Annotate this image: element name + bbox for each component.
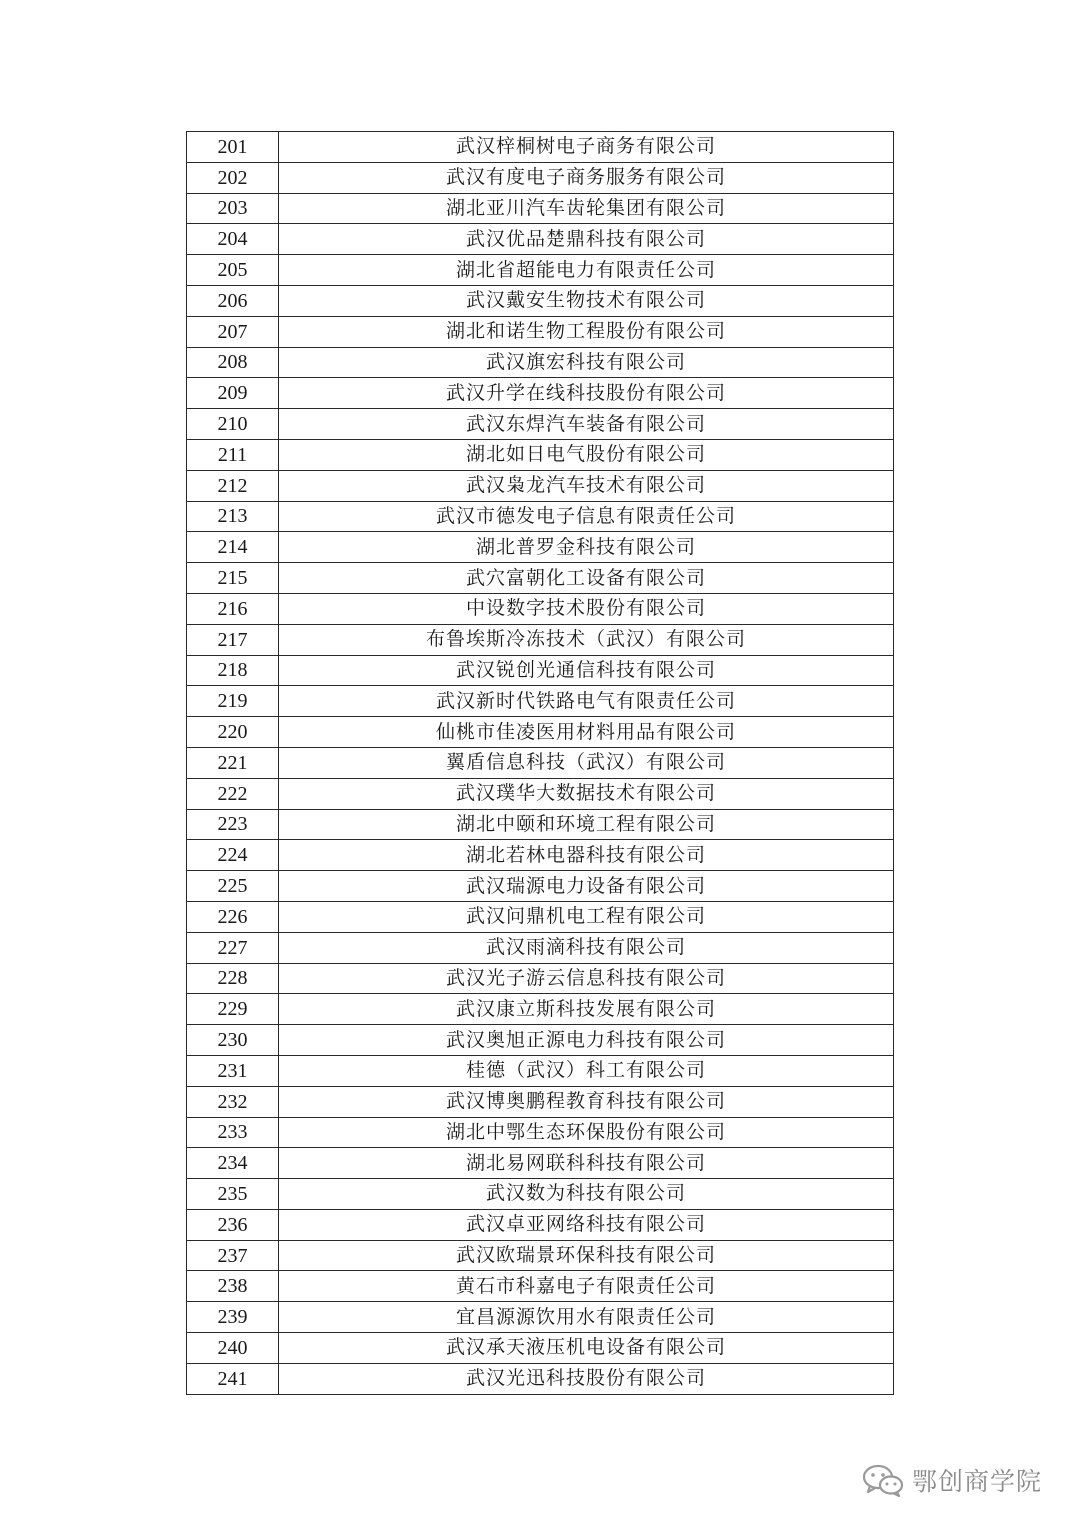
row-number: 217 [187,624,279,655]
company-name: 武汉雨滴科技有限公司 [279,932,894,963]
row-number: 209 [187,378,279,409]
company-name: 湖北如日电气股份有限公司 [279,439,894,470]
company-name: 武汉东焊汽车装备有限公司 [279,409,894,440]
row-number: 231 [187,1055,279,1086]
row-number: 240 [187,1333,279,1364]
row-number: 216 [187,593,279,624]
row-number: 237 [187,1240,279,1271]
table-row [187,963,894,994]
table-row [187,1271,894,1302]
table-row [187,378,894,409]
table-row [187,593,894,624]
company-name: 武汉新时代铁路电气有限责任公司 [279,686,894,717]
company-name: 湖北易网联科科技有限公司 [279,1148,894,1179]
row-number: 210 [187,409,279,440]
watermark-text: 鄂创商学院 [912,1467,1043,1496]
table-row [187,563,894,594]
table-row [187,717,894,748]
row-number: 208 [187,347,279,378]
row-number: 229 [187,994,279,1025]
company-name: 湖北若林电器科技有限公司 [279,840,894,871]
company-name: 武汉瑞源电力设备有限公司 [279,871,894,902]
row-number: 225 [187,871,279,902]
table-row [187,994,894,1025]
company-name: 武汉承天液压机电设备有限公司 [279,1333,894,1364]
table-row [187,686,894,717]
row-number: 230 [187,1025,279,1056]
company-name: 湖北中颐和环境工程有限公司 [279,809,894,840]
company-name: 武汉康立斯科技发展有限公司 [279,994,894,1025]
table-row [187,1086,894,1117]
table-row [187,409,894,440]
row-number: 224 [187,840,279,871]
company-name: 桂德（武汉）科工有限公司 [279,1055,894,1086]
row-number: 207 [187,316,279,347]
company-name: 翼盾信息科技（武汉）有限公司 [279,747,894,778]
row-number: 228 [187,963,279,994]
row-number: 215 [187,563,279,594]
row-number: 235 [187,1179,279,1210]
table-row [187,1148,894,1179]
company-name: 武汉有度电子商务服务有限公司 [279,162,894,193]
row-number: 213 [187,501,279,532]
table-row [187,1025,894,1056]
table-row [187,316,894,347]
table-row [187,470,894,501]
row-number: 233 [187,1117,279,1148]
company-name: 武汉卓亚网络科技有限公司 [279,1209,894,1240]
row-number: 211 [187,439,279,470]
company-name: 宜昌源源饮用水有限责任公司 [279,1302,894,1333]
company-name: 湖北普罗金科技有限公司 [279,532,894,563]
row-number: 222 [187,778,279,809]
table-row [187,1333,894,1364]
row-number: 203 [187,193,279,224]
company-name: 武汉数为科技有限公司 [279,1179,894,1210]
table-row [187,747,894,778]
company-name: 湖北和诺生物工程股份有限公司 [279,316,894,347]
row-number: 205 [187,255,279,286]
table-row [187,624,894,655]
row-number: 212 [187,470,279,501]
company-name: 武穴富朝化工设备有限公司 [279,563,894,594]
table-row [187,501,894,532]
table-row [187,1363,894,1394]
row-number: 221 [187,747,279,778]
row-number: 219 [187,686,279,717]
row-number: 202 [187,162,279,193]
company-name: 湖北中鄂生态环保股份有限公司 [279,1117,894,1148]
table-row [187,255,894,286]
row-number: 227 [187,932,279,963]
company-name: 武汉梓桐树电子商务有限公司 [279,132,894,163]
row-number: 220 [187,717,279,748]
row-number: 201 [187,132,279,163]
table-row [187,285,894,316]
row-number: 226 [187,901,279,932]
company-name: 武汉欧瑞景环保科技有限公司 [279,1240,894,1271]
company-name: 武汉市德发电子信息有限责任公司 [279,501,894,532]
company-name: 武汉问鼎机电工程有限公司 [279,901,894,932]
table-row [187,840,894,871]
table-row [187,778,894,809]
table-row [187,224,894,255]
company-list-body [187,132,894,1395]
row-number: 232 [187,1086,279,1117]
table-row [187,1055,894,1086]
row-number: 204 [187,224,279,255]
row-number: 234 [187,1148,279,1179]
company-name: 武汉奥旭正源电力科技有限公司 [279,1025,894,1056]
table-row [187,132,894,163]
company-name: 武汉光迅科技股份有限公司 [279,1363,894,1394]
company-name: 武汉璞华大数据技术有限公司 [279,778,894,809]
table-row [187,1240,894,1271]
table-row [187,1117,894,1148]
company-name: 武汉戴安生物技术有限公司 [279,285,894,316]
table-row [187,655,894,686]
company-name: 黄石市科嘉电子有限责任公司 [279,1271,894,1302]
company-list-table [186,131,894,1395]
row-number: 206 [187,285,279,316]
table-row [187,1302,894,1333]
table-row [187,193,894,224]
table-row [187,439,894,470]
row-number: 223 [187,809,279,840]
row-number: 214 [187,532,279,563]
wechat-icon [862,1463,904,1497]
company-name: 武汉枭龙汽车技术有限公司 [279,470,894,501]
row-number: 239 [187,1302,279,1333]
table-row [187,932,894,963]
row-number: 238 [187,1271,279,1302]
table-row [187,809,894,840]
table-row [187,871,894,902]
company-name: 湖北亚川汽车齿轮集团有限公司 [279,193,894,224]
company-name: 武汉光子游云信息科技有限公司 [279,963,894,994]
table-row [187,162,894,193]
row-number: 241 [187,1363,279,1394]
table-row [187,532,894,563]
company-name: 布鲁埃斯冷冻技术（武汉）有限公司 [279,624,894,655]
table-row [187,901,894,932]
company-name: 武汉升学在线科技股份有限公司 [279,378,894,409]
company-name: 武汉优品楚鼎科技有限公司 [279,224,894,255]
watermark [862,1460,1042,1500]
table-row [187,1209,894,1240]
company-name: 中设数字技术股份有限公司 [279,593,894,624]
company-name: 湖北省超能电力有限责任公司 [279,255,894,286]
company-name: 武汉锐创光通信科技有限公司 [279,655,894,686]
row-number: 236 [187,1209,279,1240]
table-row [187,347,894,378]
company-name: 武汉旗宏科技有限公司 [279,347,894,378]
table-row [187,1179,894,1210]
row-number: 218 [187,655,279,686]
company-name: 仙桃市佳凌医用材料用品有限公司 [279,717,894,748]
company-name: 武汉博奥鹏程教育科技有限公司 [279,1086,894,1117]
